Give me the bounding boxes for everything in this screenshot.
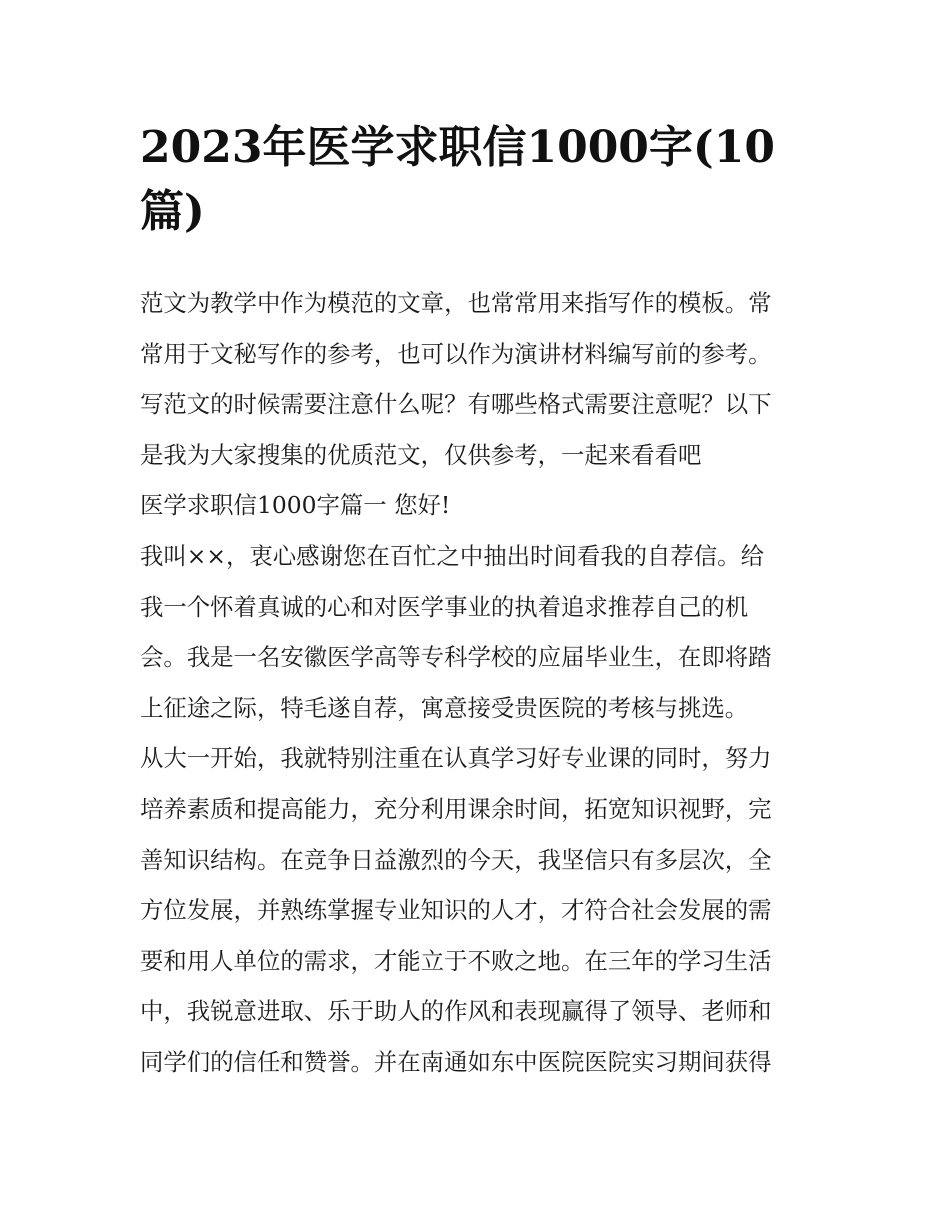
paragraph-line: 从大一开始，我就特别注重在认真学习好专业课的同时，努力 [140,744,772,773]
paragraph-line: 同学们的信任和赞誉。并在南通如东中医院医院实习期间获得 [140,1047,772,1076]
paragraph-line: 善知识结构。在竞争日益激烈的今天，我坚信只有多层次，全 [140,845,772,874]
paragraph-line: 写范文的时候需要注意什么呢？有哪些格式需要注意呢？以下 [140,390,772,419]
paragraph-line: 上征途之际，特毛遂自荐，寓意接受贵医院的考核与挑选。 [140,693,749,722]
paragraph-line: 常用于文秘写作的参考，也可以作为演讲材料编写前的参考。 [140,339,772,368]
paragraph-line: 要和用人单位的需求，才能立于不败之地。在三年的学习生活 [140,946,772,975]
paragraph-line: 培养素质和提高能力，充分利用课余时间，拓宽知识视野，完 [140,794,772,823]
document-body [140,278,812,1088]
paragraph-line: 中，我锐意进取、乐于助人的作风和表现赢得了领导、老师和 [140,997,772,1026]
document-title [140,116,810,244]
title-line: 篇) [140,186,205,237]
paragraph-line: 范文为教学中作为模范的文章，也常常用来指写作的模板。常 [140,289,772,317]
paragraph-line: 会。我是一名安徽医学高等专科学校的应届毕业生，在即将踏 [140,643,772,672]
paragraph-line: 方位发展，并熟练掌握专业知识的人才，才符合社会发展的需 [140,896,772,925]
section-heading-line: 医学求职信1000字篇一 您好! [140,491,451,520]
paragraph-line: 是我为大家搜集的优质范文，仅供参考，一起来看看吧 [140,440,702,469]
paragraph-line: 我一个怀着真诚的心和对医学事业的执着追求推荐自己的机 [140,592,749,621]
paragraph-line: 我叫××，衷心感谢您在百忙之中抽出时间看我的自荐信。给 [140,541,764,570]
title-line: 2023年医学求职信1000字(10 [140,122,775,173]
